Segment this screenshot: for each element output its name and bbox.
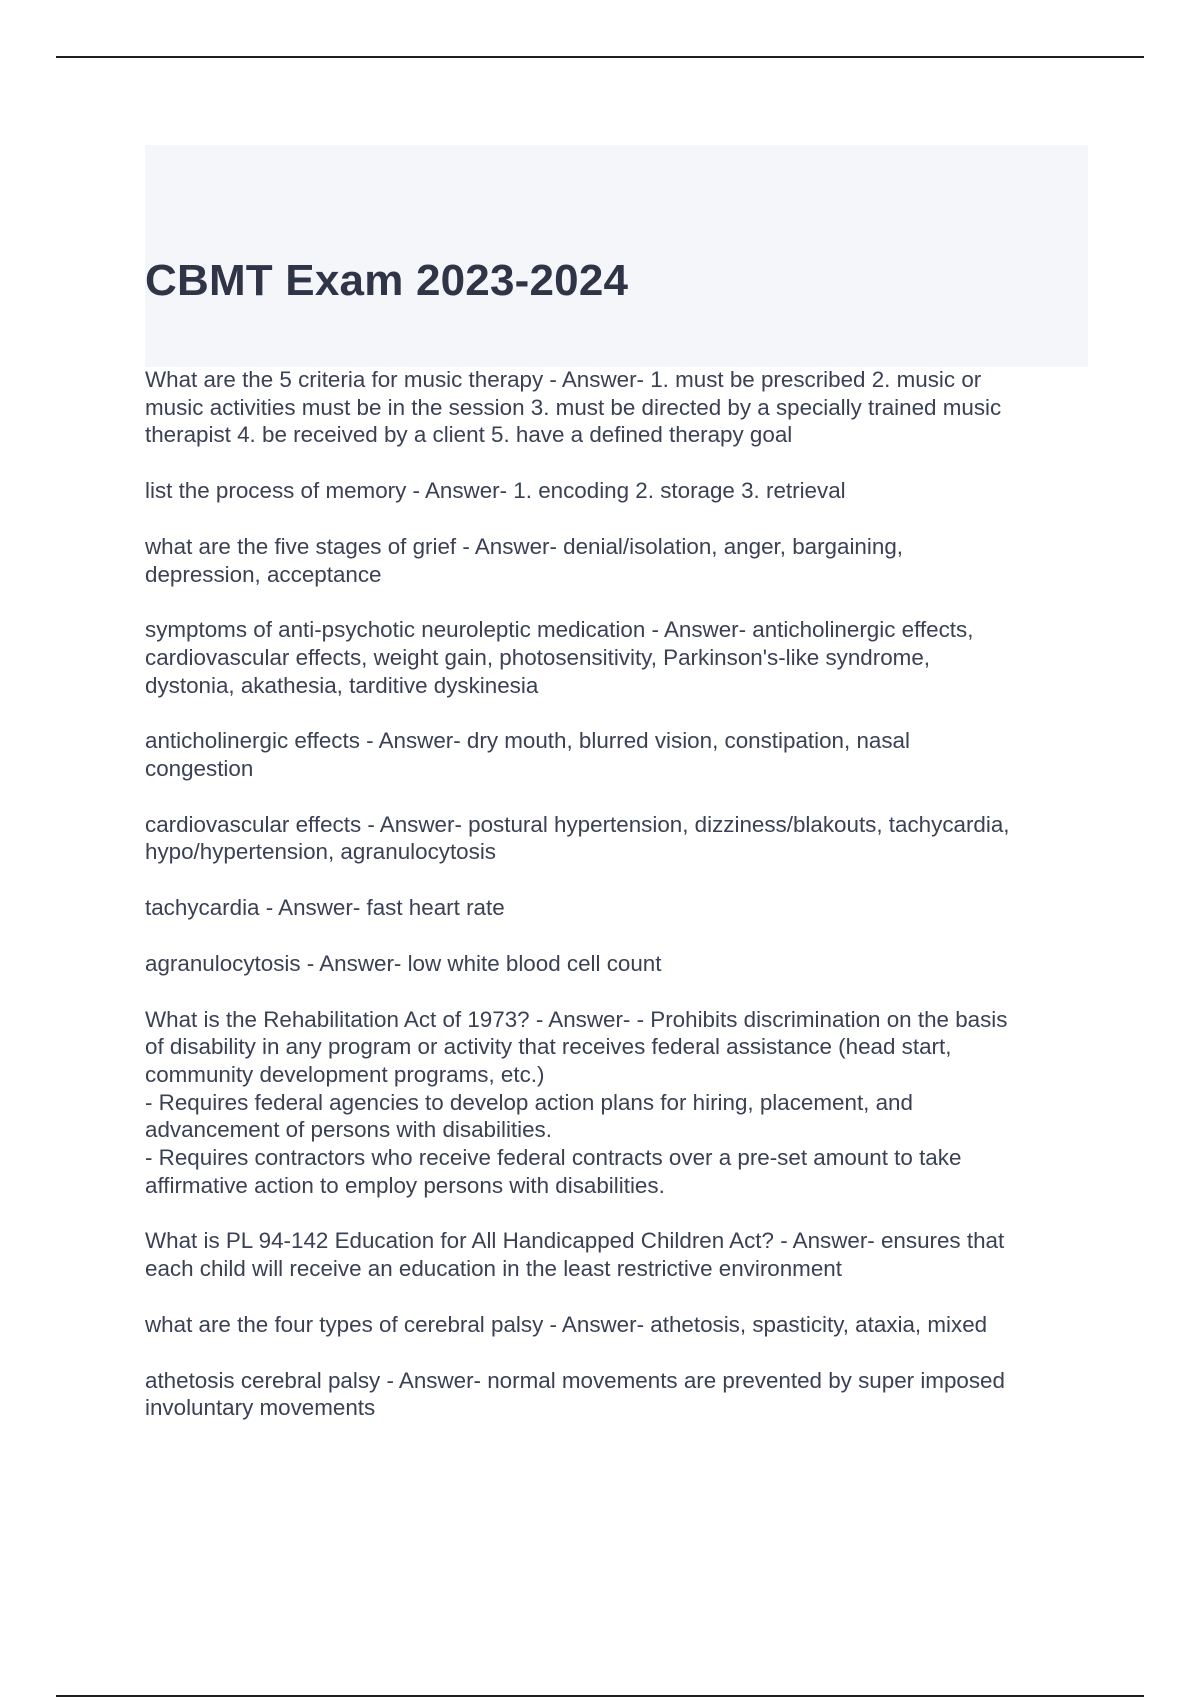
qa-line: anticholinergic effects - Answer- dry mouth, blurred vision, constipation, nasal — [145, 728, 910, 754]
qa-line: what are the five stages of grief - Answer- denial/isolation, anger, bargaining, — [145, 533, 903, 559]
qa-line: - Requires federal agencies to develop action plans for hiring, placement, and — [145, 1089, 913, 1115]
qa-line: what are the four types of cerebral palsy - Answer- athetosis, spasticity, ataxia, mixed — [145, 1311, 988, 1337]
qa-entry — [145, 533, 1090, 588]
qa-line: What are the 5 criteria for music therapy - Answer- 1. must be prescribed 2. music or — [145, 367, 982, 392]
qa-line: of disability in any program or activity that receives federal assistance (head start, — [145, 1034, 952, 1060]
qa-line: congestion — [145, 756, 254, 782]
qa-entry — [145, 366, 1090, 449]
top-rule — [56, 56, 1144, 58]
qa-line: advancement of persons with disabilities. — [145, 1117, 552, 1143]
qa-line: tachycardia - Answer- fast heart rate — [145, 895, 505, 921]
qa-line: symptoms of anti-psychotic neuroleptic medication - Answer- anticholinergic effects, — [145, 617, 974, 643]
qa-entry — [145, 1367, 1090, 1422]
qa-line: What is the Rehabilitation Act of 1973? - Answer- - Prohibits discrimination on the basis — [145, 1006, 1008, 1032]
title-block — [145, 145, 1088, 367]
qa-line: - Requires contractors who receive federal contracts over a pre-set amount to take — [145, 1145, 962, 1171]
qa-line: athetosis cerebral palsy - Answer- normal movements are prevented by super imposed — [145, 1367, 1005, 1393]
qa-line: each child will receive an education in the least restrictive environment — [145, 1256, 842, 1282]
qa-line: involuntary movements — [145, 1395, 376, 1421]
qa-line: agranulocytosis - Answer- low white blood cell count — [145, 950, 662, 976]
qa-line: hypo/hypertension, agranulocytosis — [145, 839, 497, 865]
qa-line: list the process of memory - Answer- 1. encoding 2. storage 3. retrieval — [145, 478, 846, 504]
qa-line: community development programs, etc.) — [145, 1061, 545, 1087]
qa-line: therapist 4. be received by a client 5. have a defined therapy goal — [145, 422, 793, 448]
qa-line: What is PL 94-142 Education for All Handicapped Children Act? - Answer- ensures that — [145, 1228, 1005, 1254]
qa-line: depression, acceptance — [145, 561, 382, 587]
qa-entry — [145, 727, 1090, 782]
qa-entry — [145, 477, 1090, 505]
qa-line: music activities must be in the session 3. must be directed by a specially trained music — [145, 394, 1002, 420]
qa-line: cardiovascular effects, weight gain, photosensitivity, Parkinson's-like syndrome, — [145, 644, 930, 670]
qa-entry — [145, 1311, 1090, 1339]
bottom-rule — [56, 1695, 1144, 1697]
qa-entry — [145, 811, 1090, 866]
qa-entry — [145, 950, 1090, 978]
document-title: CBMT Exam 2023-2024 — [145, 256, 629, 305]
qa-entry — [145, 1006, 1090, 1200]
qa-line: cardiovascular effects - Answer- postural hypertension, dizziness/blakouts, tachycardia, — [145, 811, 1010, 837]
qa-entry — [145, 616, 1090, 699]
qa-entry — [145, 894, 1090, 922]
qa-line: dystonia, akathesia, tarditive dyskinesia — [145, 672, 539, 698]
qa-entry — [145, 1227, 1090, 1282]
qa-line: affirmative action to employ persons with disabilities. — [145, 1172, 665, 1198]
qa-list — [145, 366, 1090, 1450]
